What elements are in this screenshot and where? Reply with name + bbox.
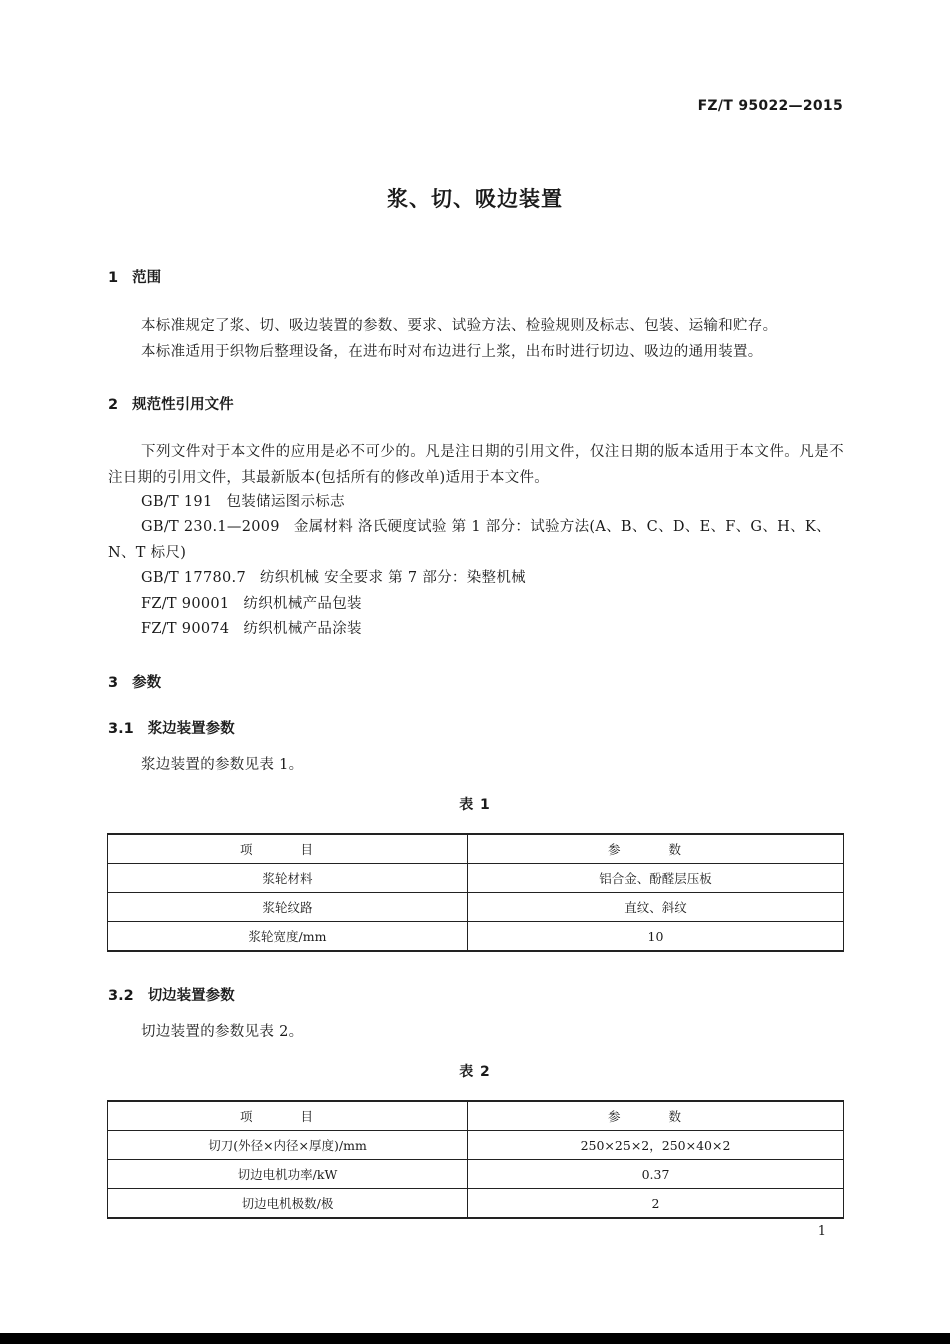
section-title: 规范性引用文件 bbox=[132, 397, 234, 413]
section-number: 2 bbox=[108, 397, 119, 413]
table-2-caption: 表 2 bbox=[459, 1064, 491, 1080]
reference-item bbox=[141, 515, 831, 536]
table-cell: 切边电机极数/极 bbox=[108, 1189, 468, 1219]
reference-code: GB/T 191 bbox=[141, 494, 213, 510]
table-cell: 250×25×2，250×40×2 bbox=[468, 1131, 844, 1160]
column-header: 项 目 bbox=[108, 1101, 468, 1131]
subsection-number: 3.2 bbox=[108, 988, 134, 1004]
table-cell: 浆轮材料 bbox=[108, 864, 468, 893]
table-2 bbox=[107, 1100, 844, 1219]
reference-code: GB/T 17780.7 bbox=[141, 570, 246, 586]
reference-item bbox=[141, 566, 526, 587]
section-number: 1 bbox=[108, 270, 119, 286]
page-number: 1 bbox=[817, 1224, 826, 1239]
table-row bbox=[108, 893, 844, 922]
table-header-row bbox=[108, 834, 844, 864]
reference-item bbox=[141, 490, 345, 511]
reference-title: 包装储运图示标志 bbox=[226, 494, 345, 510]
section-1-heading bbox=[108, 266, 161, 287]
table-cell: 切边电机功率/kW bbox=[108, 1160, 468, 1189]
table-cell: 2 bbox=[468, 1189, 844, 1219]
subsection-number: 3.1 bbox=[108, 721, 134, 737]
subsection-3-2-heading bbox=[108, 984, 235, 1005]
document-title: 浆、切、吸边装置 bbox=[387, 187, 563, 211]
table-header-row bbox=[108, 1101, 844, 1131]
table-cell: 浆轮纹路 bbox=[108, 893, 468, 922]
table-row bbox=[108, 1189, 844, 1219]
standard-code: FZ/T 95022—2015 bbox=[697, 98, 843, 114]
table-cell: 浆轮宽度/mm bbox=[108, 922, 468, 952]
scope-paragraph-1: 本标准规定了浆、切、吸边装置的参数、要求、试验方法、检验规则及标志、包装、运输和贮存。 bbox=[141, 318, 778, 334]
reference-title: 纺织机械产品包装 bbox=[243, 596, 362, 612]
page-bottom-rule bbox=[0, 1333, 950, 1344]
subsection-3-2-text: 切边装置的参数见表 2。 bbox=[141, 1024, 304, 1040]
table-row bbox=[108, 864, 844, 893]
reference-item bbox=[141, 617, 362, 638]
reference-item bbox=[141, 592, 362, 613]
references-intro: 下列文件对于本文件的应用是必不可少的。凡是注日期的引用文件，仅注日期的版本适用于本文件。凡是不注日期的引用文件，其最新版本(包括所有的修改单)适用于本文件。 bbox=[108, 444, 844, 486]
reference-code: GB/T 230.1—2009 bbox=[141, 519, 280, 535]
table-1-caption: 表 1 bbox=[459, 797, 491, 813]
column-header: 项 目 bbox=[108, 834, 468, 864]
table-row bbox=[108, 1131, 844, 1160]
reference-title: 纺织机械产品涂装 bbox=[243, 621, 362, 637]
section-3-heading bbox=[108, 671, 161, 692]
table-row bbox=[108, 922, 844, 952]
section-title: 参数 bbox=[132, 675, 162, 691]
subsection-title: 切边装置参数 bbox=[147, 988, 235, 1004]
table-row bbox=[108, 1160, 844, 1189]
subsection-3-1-heading bbox=[108, 717, 235, 738]
reference-title: 金属材料 洛氏硬度试验 第 1 部分：试验方法(A、B、C、D、E、F、G、H、K、 bbox=[293, 519, 831, 535]
table-cell: 铝合金、酚醛层压板 bbox=[468, 864, 844, 893]
subsection-3-1-text: 浆边装置的参数见表 1。 bbox=[141, 757, 304, 773]
table-cell: 直纹、斜纹 bbox=[468, 893, 844, 922]
reference-title: 纺织机械 安全要求 第 7 部分：染整机械 bbox=[259, 570, 526, 586]
table-1 bbox=[107, 833, 844, 952]
column-header: 参 数 bbox=[468, 834, 844, 864]
reference-code: FZ/T 90074 bbox=[141, 621, 230, 637]
section-number: 3 bbox=[108, 675, 119, 691]
section-2-heading bbox=[108, 393, 234, 414]
scope-paragraph-2: 本标准适用于织物后整理设备，在进布时对布边进行上浆，出布时进行切边、吸边的通用装置。 bbox=[141, 344, 763, 360]
column-header: 参 数 bbox=[468, 1101, 844, 1131]
table-cell: 0.37 bbox=[468, 1160, 844, 1189]
section-title: 范围 bbox=[132, 270, 162, 286]
reference-continuation: N、T 标尺) bbox=[108, 545, 187, 561]
table-cell: 10 bbox=[468, 922, 844, 952]
table-cell: 切刀(外径×内径×厚度)/mm bbox=[108, 1131, 468, 1160]
subsection-title: 浆边装置参数 bbox=[147, 721, 235, 737]
reference-code: FZ/T 90001 bbox=[141, 596, 230, 612]
